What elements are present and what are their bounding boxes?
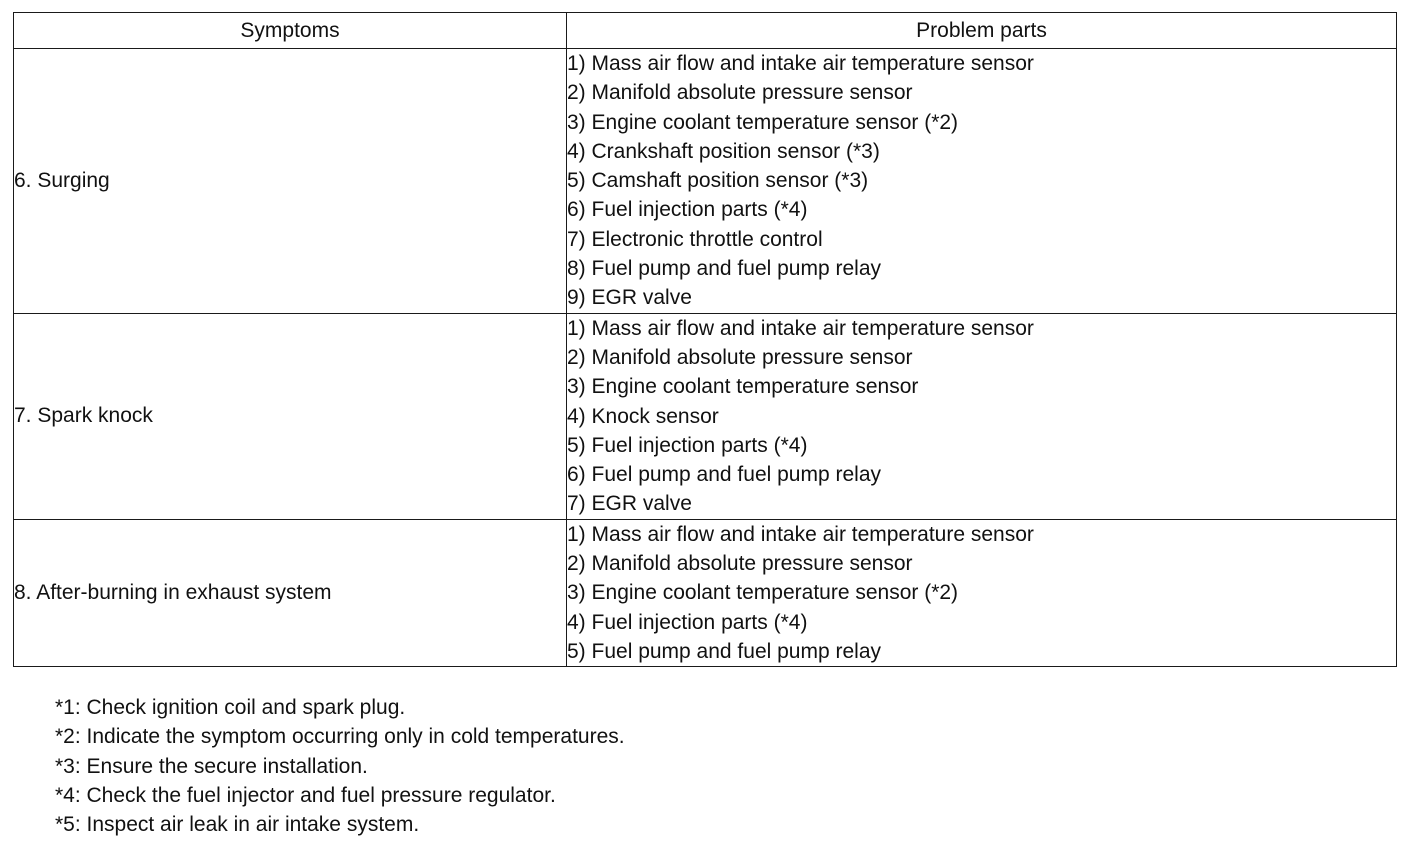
problem-parts-cell [567, 519, 1397, 666]
list-item: 7) Electronic throttle control [567, 227, 823, 251]
list-item: 1) Mass air flow and intake air temperature sensor [567, 316, 1034, 340]
footnote: *3: Ensure the secure installation. [55, 754, 368, 778]
problem-parts-list [567, 314, 1396, 519]
problem-parts-list [567, 520, 1396, 666]
problem-parts-cell [567, 49, 1397, 314]
list-item: 1) Mass air flow and intake air temperature sensor [567, 522, 1034, 546]
table-row [14, 49, 1397, 314]
footnote: *1: Check ignition coil and spark plug. [55, 696, 406, 719]
problem-parts-list [567, 49, 1396, 313]
footnote: *4: Check the fuel injector and fuel pressure regulator. [55, 783, 556, 807]
list-item: 3) Engine coolant temperature sensor [567, 375, 919, 399]
table-row [14, 313, 1397, 519]
list-item: 5) Camshaft position sensor (*3) [567, 169, 869, 193]
list-item: 3) Engine coolant temperature sensor (*2) [567, 110, 959, 134]
list-item: 6) Fuel pump and fuel pump relay [567, 463, 882, 487]
symptoms-table [13, 12, 1397, 667]
list-item: 4) Crankshaft position sensor (*3) [567, 139, 880, 163]
list-item: 9) EGR valve [567, 286, 692, 310]
list-item: 4) Knock sensor [567, 404, 719, 428]
footnote: *5: Inspect air leak in air intake system. [55, 813, 420, 837]
list-item: 3) Engine coolant temperature sensor (*2) [567, 581, 959, 605]
table-header-row [14, 13, 1397, 49]
list-item: 6) Fuel injection parts (*4) [567, 198, 808, 222]
symptom-cell: 7. Spark knock [14, 313, 567, 519]
header-problem-parts: Problem parts [567, 13, 1397, 49]
list-item: 4) Fuel injection parts (*4) [567, 610, 808, 634]
list-item: 5) Fuel pump and fuel pump relay [567, 639, 882, 663]
footnotes [55, 693, 625, 839]
symptom-cell: 8. After-burning in exhaust system [14, 519, 567, 666]
list-item: 2) Manifold absolute pressure sensor [567, 345, 913, 369]
symptom-cell: 6. Surging [14, 49, 567, 314]
list-item: 8) Fuel pump and fuel pump relay [567, 257, 882, 281]
list-item: 2) Manifold absolute pressure sensor [567, 81, 913, 105]
footnote: *2: Indicate the symptom occurring only in cold temperatures. [55, 725, 625, 749]
list-item: 2) Manifold absolute pressure sensor [567, 552, 913, 576]
list-item: 1) Mass air flow and intake air temperature sensor [567, 52, 1034, 75]
table-row [14, 519, 1397, 666]
list-item: 5) Fuel injection parts (*4) [567, 433, 808, 457]
problem-parts-cell [567, 313, 1397, 519]
list-item: 7) EGR valve [567, 492, 692, 516]
header-symptoms: Symptoms [14, 13, 567, 49]
